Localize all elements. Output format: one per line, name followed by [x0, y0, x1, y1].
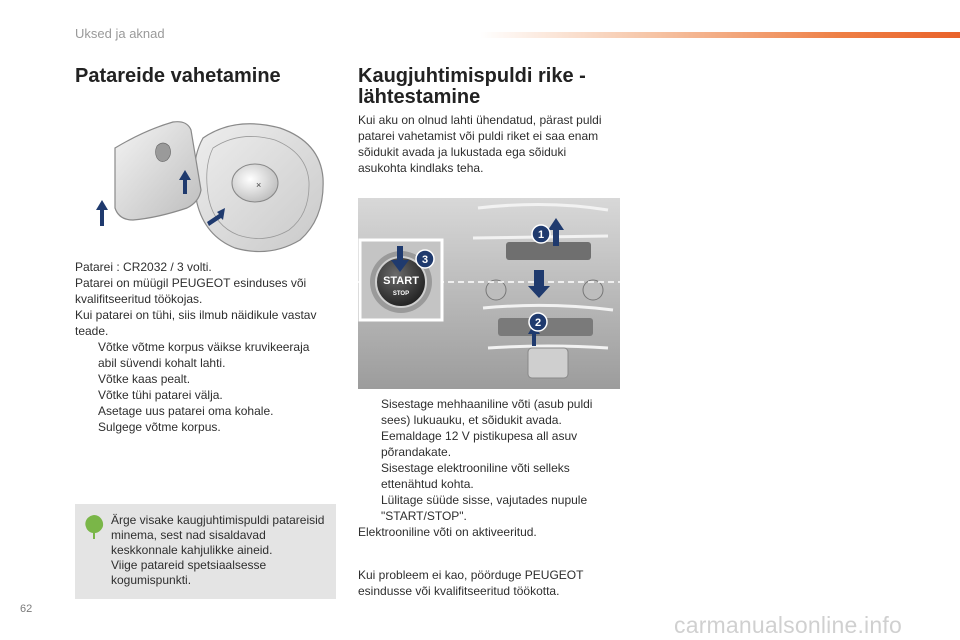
- callout-2: [529, 313, 547, 331]
- battery-empty-text: Kui patarei on tühi, siis ilmub näidikule vastav teade.: [75, 308, 317, 338]
- right-body: [358, 396, 620, 540]
- page-number: 62: [20, 603, 33, 615]
- svg-text:2: 2: [534, 317, 542, 329]
- left-body: [75, 259, 330, 435]
- final-advice-text: Kui probleem ei kao, pöörduge PEUGEOT esindusse või kvalifitseeritud töökotta.: [358, 568, 584, 598]
- right-intro-text: Kui aku on olnud lahti ühendatud, pärast puldi patarei vahetamist või puldi riket ei saa enam sõidukit avada ja lukustada ega sõiduki asukohta kindlaks teha.: [358, 113, 602, 175]
- list-item: Lülitage süüde sisse, vajutades nupule "START/STOP".: [381, 493, 588, 523]
- svg-text:1: 1: [537, 229, 545, 241]
- list-item: Sulgege võtme korpus.: [98, 420, 221, 434]
- note-line: Viige patareid spetsiaalsesse kogumispunkti.: [111, 558, 267, 587]
- stop-button-label: STOP: [392, 291, 410, 297]
- list-item: Eemaldage 12 V pistikupesa all asuv põrandakate.: [381, 429, 578, 459]
- right-section-title: Kaugjuhtimispuldi rike - lähtestamine: [358, 65, 586, 108]
- left-section-title: Patareide vahetamine: [75, 65, 281, 87]
- callout-1: [532, 225, 550, 243]
- list-item: Võtke tühi patarei välja.: [98, 388, 223, 402]
- watermark: carmanualsonline.info: [674, 612, 902, 638]
- start-button-label: START: [383, 275, 419, 287]
- list-item: Võtke võtme korpus väikse kruvikeeraja abil süvendi kohalt lahti.: [98, 340, 310, 370]
- battery-steps-list: [75, 339, 330, 435]
- result-text: Elektrooniline võti on aktiveeritud.: [358, 525, 537, 539]
- svg-text:3: 3: [421, 254, 429, 266]
- battery-type-text: Patarei : CR2032 / 3 volti.: [75, 260, 212, 274]
- reset-steps-list: [358, 396, 620, 524]
- svg-text:×: ×: [256, 180, 262, 190]
- key-cover: [115, 122, 201, 220]
- battery-availability-text: Patarei on müügil PEUGEOT esinduses või kvalifitseeritud töökojas.: [75, 276, 307, 306]
- environment-note: [75, 504, 336, 599]
- callout-3: [416, 250, 434, 268]
- console-figure: [358, 198, 620, 389]
- header-accent-bar: [480, 32, 960, 38]
- list-item: Sisestage elektrooniline võti selleks ettenähtud kohta.: [381, 461, 570, 491]
- note-line: Ärge visake kaugjuhtimispuldi patareisid minema, sest nad sisaldavad keskkonnale kahjulikke aineid.: [111, 513, 325, 557]
- key-fob-battery-figure: [75, 108, 330, 258]
- tree-icon: [83, 514, 105, 540]
- list-item: Asetage uus patarei oma kohale.: [98, 404, 274, 418]
- list-item: Sisestage mehhaaniline võti (asub puldi sees) lukuauku, et sõidukit avada.: [381, 397, 593, 427]
- section-title: Uksed ja aknad: [75, 26, 165, 41]
- battery-coin: [232, 164, 278, 202]
- list-item: Võtke kaas pealt.: [98, 372, 191, 386]
